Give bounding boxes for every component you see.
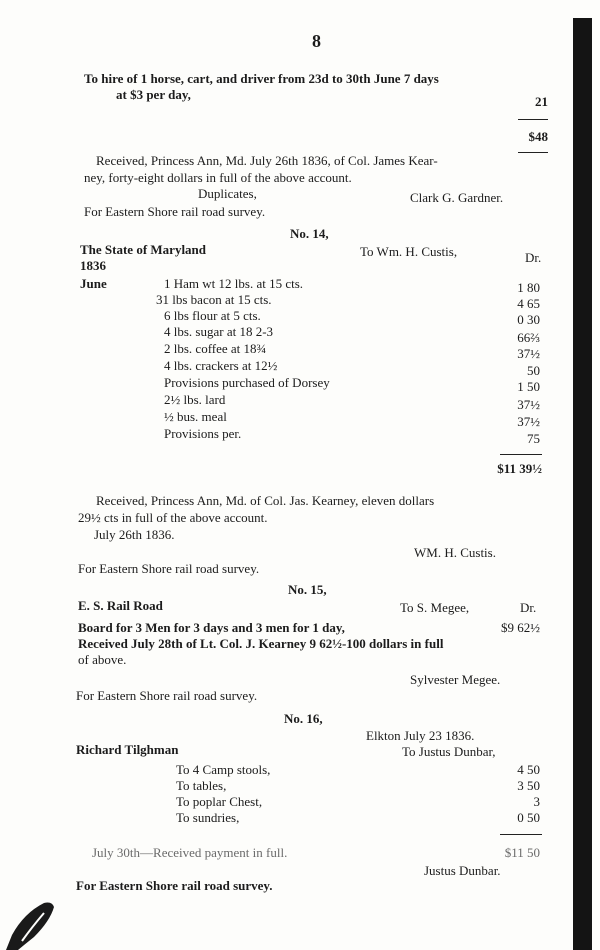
voucher-14-total: $11 39½ <box>497 461 542 476</box>
item-14-desc: 6 lbs flour at 5 cts. <box>164 308 261 323</box>
receipt-16-signer: Justus Dunbar. <box>424 863 501 878</box>
item-14-desc: Provisions purchased of Dorsey <box>164 375 330 390</box>
survey-label: For Eastern Shore rail road survey. <box>76 688 258 703</box>
voucher-14-heading: No. 14, <box>290 226 329 241</box>
voucher-16-place-date: Elkton July 23 1836. <box>366 728 475 743</box>
item-16-desc: To sundries, <box>176 810 240 825</box>
sum-rule <box>518 152 548 153</box>
item-14-desc: 4 lbs. crackers at 12½ <box>164 358 278 373</box>
item-14-amount: 66⅔ <box>517 330 540 345</box>
item-14-amount: 37½ <box>517 397 540 412</box>
receipt-14-line-1: Received, Princess Ann, Md. of Col. Jas. Kearney, eleven dollars <box>96 493 435 508</box>
item-14-amount: 75 <box>527 431 540 446</box>
item-14-amount: 1 50 <box>517 379 540 394</box>
receipt-14-signer: WM. H. Custis. <box>414 545 496 560</box>
item-14-desc: 31 lbs bacon at 15 cts. <box>156 292 272 307</box>
item-14-amount: 37½ <box>517 346 540 361</box>
item-14-desc: Provisions per. <box>164 426 242 441</box>
voucher-14-month: June <box>80 276 107 291</box>
item-14-amount: 37½ <box>517 414 540 429</box>
page-number: 8 <box>312 31 321 51</box>
voucher-16-heading: No. 16, <box>284 711 323 726</box>
receipt-15-line-2: of above. <box>78 652 127 667</box>
voucher-15-dr: Dr. <box>520 600 537 615</box>
item-16-desc: To tables, <box>176 778 227 793</box>
receipt-16-text: July 30th—Received payment in full. <box>92 845 288 860</box>
item-14-desc: 2 lbs. coffee at 18¾ <box>164 341 267 356</box>
voucher-16-creditor: To Justus Dunbar, <box>402 744 496 759</box>
item-16-amount: 3 50 <box>517 778 540 793</box>
receipt-14-date: July 26th 1836. <box>94 527 175 542</box>
voucher-14-creditor: To Wm. H. Custis, <box>360 244 458 259</box>
voucher-14-dr: Dr. <box>525 250 542 265</box>
voucher-15-board: Board for 3 Men for 3 days and 3 men for 1 day, <box>78 620 345 635</box>
receipt-14-line-2: 29½ cts in full of the above account. <box>78 510 268 525</box>
item-14-amount: 1 80 <box>517 280 540 295</box>
hire-line-2: at $3 per day, <box>116 87 191 102</box>
receipt-13-line-1: Received, Princess Ann, Md. July 26th 1836, of Col. James Kear- <box>96 153 438 168</box>
receipt-15-line-1: Received July 28th of Lt. Col. J. Kearney 9 62½-100 dollars in full <box>78 636 444 651</box>
hire-line-1: To hire of 1 horse, cart, and driver from 23d to 30th June 7 days <box>84 71 439 86</box>
voucher-15-debtor: E. S. Rail Road <box>78 598 163 613</box>
voucher-15-creditor: To S. Megee, <box>400 600 470 615</box>
book-spine-shadow <box>573 18 592 950</box>
hire-total: $48 <box>528 129 548 144</box>
receipt-13-signer: Clark G. Gardner. <box>410 190 504 205</box>
item-14-amount: 50 <box>527 363 540 378</box>
survey-label: For Eastern Shore rail road survey. <box>76 878 273 893</box>
torn-corner-mark <box>4 895 56 950</box>
item-14-desc: 2½ lbs. lard <box>164 392 226 407</box>
voucher-16-debtor: Richard Tilghman <box>76 742 179 757</box>
voucher-14-year: 1836 <box>80 258 106 273</box>
item-14-desc: 4 lbs. sugar at 18 2-3 <box>164 324 274 339</box>
voucher-15-heading: No. 15, <box>288 582 327 597</box>
item-14-amount: 4 65 <box>517 296 540 311</box>
survey-label: For Eastern Shore rail road survey. <box>84 204 266 219</box>
sum-rule <box>500 834 542 835</box>
item-16-amount: 0 50 <box>517 810 540 825</box>
item-16-amount: 4 50 <box>517 762 540 777</box>
sum-rule <box>518 119 548 120</box>
item-16-desc: To 4 Camp stools, <box>176 762 271 777</box>
item-14-desc: 1 Ham wt 12 lbs. at 15 cts. <box>164 276 304 291</box>
duplicates-label: Duplicates, <box>198 186 257 201</box>
sum-rule <box>500 454 542 455</box>
item-16-desc: To poplar Chest, <box>176 794 263 809</box>
survey-label: For Eastern Shore rail road survey. <box>78 561 260 576</box>
item-14-amount: 0 30 <box>517 312 540 327</box>
item-16-amount: 3 <box>533 794 540 809</box>
voucher-15-board-amount: $9 62½ <box>501 620 540 635</box>
item-14-desc: ½ bus. meal <box>164 409 227 424</box>
hire-amount: 21 <box>535 94 548 109</box>
voucher-16-total: $11 50 <box>504 845 540 860</box>
receipt-13-line-2: ney, forty-eight dollars in full of the above account. <box>84 170 352 185</box>
voucher-14-debtor: The State of Maryland <box>80 242 207 257</box>
receipt-15-signer: Sylvester Megee. <box>410 672 501 687</box>
